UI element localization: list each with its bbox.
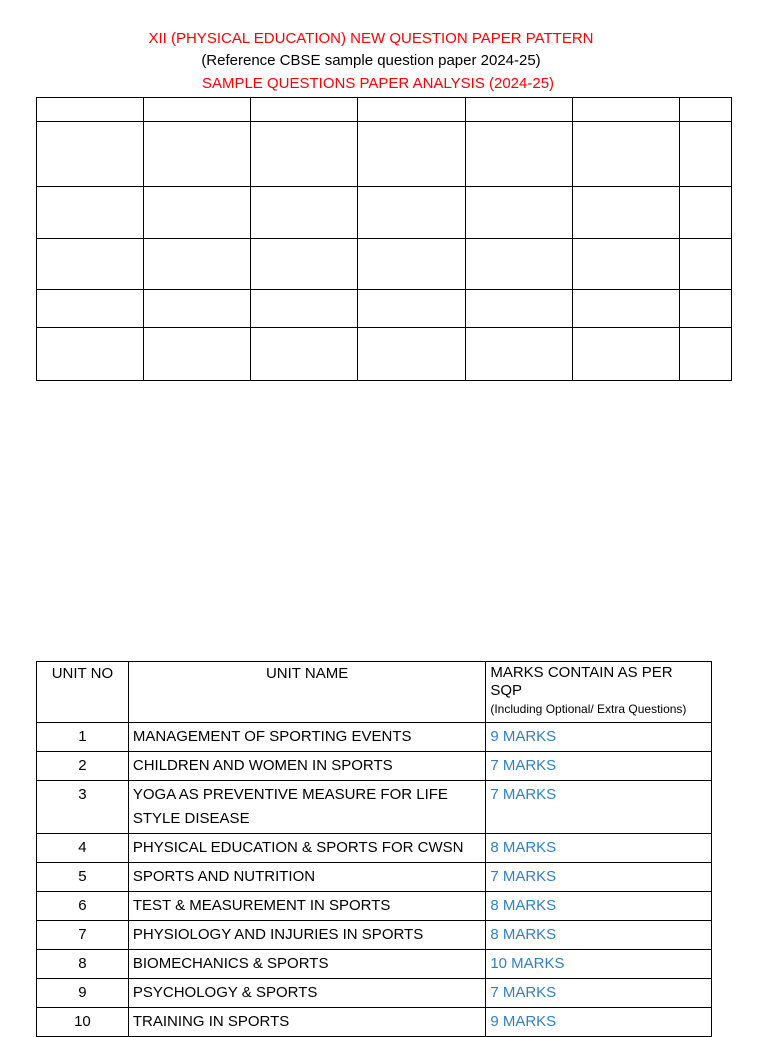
table-row <box>37 863 712 892</box>
grid-cell <box>358 328 465 381</box>
unit-no-cell: 3 <box>37 781 129 834</box>
grid-cell <box>358 187 465 239</box>
grid-cell <box>358 290 465 328</box>
unit-no-cell: 4 <box>37 834 129 863</box>
table-row <box>37 892 712 921</box>
grid-cell <box>251 239 358 290</box>
table-row <box>37 781 712 834</box>
grid-cell <box>37 239 144 290</box>
marks-cell: 9 MARKS <box>486 723 712 752</box>
grid-cell <box>144 328 251 381</box>
grid-cell <box>572 290 679 328</box>
unit-no-cell: 2 <box>37 752 129 781</box>
grid-cell <box>572 328 679 381</box>
grid-cell <box>679 328 731 381</box>
grid-cell <box>679 98 731 122</box>
table-row <box>37 834 712 863</box>
grid-cell <box>679 122 731 187</box>
unit-no-cell: 5 <box>37 863 129 892</box>
unit-name-cell: PHYSIOLOGY AND INJURIES IN SPORTS <box>128 921 485 950</box>
grid-cell <box>251 122 358 187</box>
header-marks-note: (Including Optional/ Extra Questions) <box>490 702 687 716</box>
marks-cell: 8 MARKS <box>486 921 712 950</box>
grid-cell <box>679 187 731 239</box>
grid-cell <box>358 122 465 187</box>
grid-cell <box>37 328 144 381</box>
grid-cell <box>144 122 251 187</box>
marks-cell: 7 MARKS <box>486 781 712 834</box>
analysis-subtitle: SAMPLE QUESTIONS PAPER ANALYSIS (2024-25) <box>201 75 555 92</box>
unit-no-cell: 8 <box>37 950 129 979</box>
header-unit-no: UNIT NO <box>37 662 129 723</box>
grid-cell <box>251 328 358 381</box>
unit-marks-table <box>36 661 712 1037</box>
marks-cell: 7 MARKS <box>486 863 712 892</box>
grid-cell <box>465 290 572 328</box>
marks-cell: 10 MARKS <box>486 950 712 979</box>
unit-name-cell: TEST & MEASUREMENT IN SPORTS <box>128 892 485 921</box>
grid-cell <box>572 98 679 122</box>
unit-no-cell: 1 <box>37 723 129 752</box>
marks-cell: 7 MARKS <box>486 752 712 781</box>
table-row <box>37 752 712 781</box>
grid-cell <box>251 98 358 122</box>
reference-line: (Reference CBSE sample question paper 2024-25) <box>201 52 541 69</box>
marks-cell: 8 MARKS <box>486 892 712 921</box>
grid-cell <box>37 122 144 187</box>
grid-cell <box>572 187 679 239</box>
unit-name-cell: YOGA AS PREVENTIVE MEASURE FOR LIFE STYLE DISEASE <box>128 781 485 834</box>
unit-name-cell: SPORTS AND NUTRITION <box>128 863 485 892</box>
grid-cell <box>679 290 731 328</box>
grid-cell <box>358 239 465 290</box>
grid-cell <box>37 187 144 239</box>
grid-cell <box>37 290 144 328</box>
grid-row <box>37 239 732 290</box>
unit-name-cell: PHYSICAL EDUCATION & SPORTS FOR CWSN <box>128 834 485 863</box>
grid-row <box>37 187 732 239</box>
unit-name-cell: MANAGEMENT OF SPORTING EVENTS <box>128 723 485 752</box>
document-title: XII (PHYSICAL EDUCATION) NEW QUESTION PAPER PATTERN <box>148 30 594 47</box>
grid-cell <box>572 122 679 187</box>
marks-cell: 9 MARKS <box>486 1008 712 1037</box>
table-row <box>37 723 712 752</box>
grid-cell <box>144 290 251 328</box>
table-header-row <box>37 662 712 723</box>
grid-cell <box>572 239 679 290</box>
grid-cell <box>679 239 731 290</box>
unit-name-cell: BIOMECHANICS & SPORTS <box>128 950 485 979</box>
unit-no-cell: 6 <box>37 892 129 921</box>
grid-row <box>37 328 732 381</box>
table-row <box>37 1008 712 1037</box>
unit-no-cell: 10 <box>37 1008 129 1037</box>
unit-no-cell: 9 <box>37 979 129 1008</box>
grid-row <box>37 290 732 328</box>
header-marks <box>486 662 712 723</box>
grid-cell <box>144 187 251 239</box>
grid-cell <box>358 98 465 122</box>
table-row <box>37 921 712 950</box>
unit-name-cell: CHILDREN AND WOMEN IN SPORTS <box>128 752 485 781</box>
unit-no-cell: 7 <box>37 921 129 950</box>
grid-cell <box>465 239 572 290</box>
grid-row <box>37 98 732 122</box>
grid-cell <box>144 98 251 122</box>
grid-cell <box>144 239 251 290</box>
header-marks-label: MARKS CONTAIN AS PER SQP <box>490 664 673 699</box>
grid-row <box>37 122 732 187</box>
grid-cell <box>465 98 572 122</box>
grid-cell <box>465 187 572 239</box>
unit-name-cell: TRAINING IN SPORTS <box>128 1008 485 1037</box>
marks-cell: 8 MARKS <box>486 834 712 863</box>
grid-cell <box>465 122 572 187</box>
marks-cell: 7 MARKS <box>486 979 712 1008</box>
grid-cell <box>251 187 358 239</box>
table-row <box>37 950 712 979</box>
table-row <box>37 979 712 1008</box>
grid-cell <box>465 328 572 381</box>
grid-cell <box>251 290 358 328</box>
grid-cell <box>37 98 144 122</box>
header-unit-name: UNIT NAME <box>128 662 485 723</box>
unit-name-cell: PSYCHOLOGY & SPORTS <box>128 979 485 1008</box>
blank-analysis-grid <box>36 97 732 381</box>
